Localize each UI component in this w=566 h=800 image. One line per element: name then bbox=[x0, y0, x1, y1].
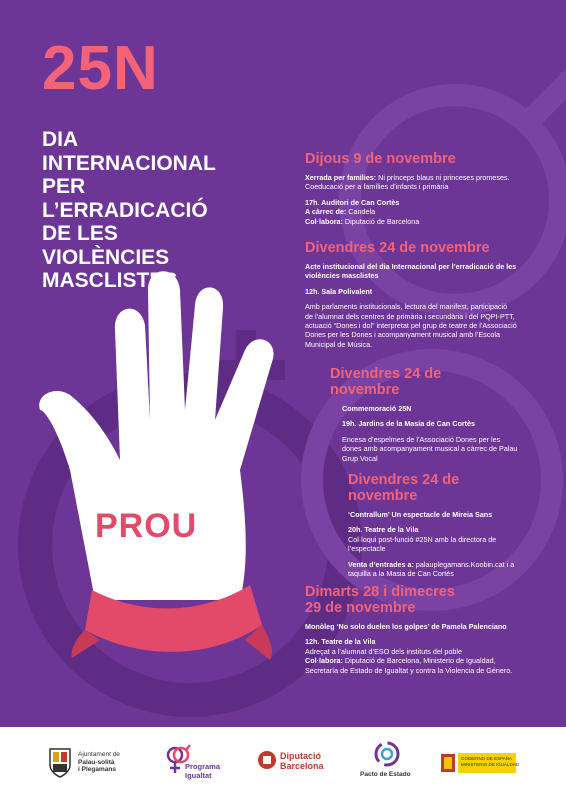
event-date: Divendres 24 de novembre bbox=[305, 240, 490, 256]
event-collab-text: Diputació de Barcelona bbox=[342, 216, 420, 226]
title-line: DIA bbox=[42, 128, 79, 151]
event-date-line: Dimarts 28 i dimecres bbox=[305, 584, 455, 600]
event-place: 20h. Teatre de la Vila bbox=[348, 525, 419, 535]
diputacio-emblem-icon bbox=[258, 751, 276, 769]
logo-diputacio bbox=[258, 741, 338, 785]
logo-programa-igualtat bbox=[165, 741, 245, 785]
event-4 bbox=[348, 472, 523, 578]
mars-symbol-arrow bbox=[530, 75, 566, 120]
logo-gobierno-text bbox=[461, 756, 519, 768]
event-by bbox=[305, 207, 515, 216]
headline: 25N bbox=[42, 34, 159, 103]
logo-line: Ajuntament de bbox=[78, 751, 120, 758]
pacto-emblem-icon bbox=[372, 741, 402, 767]
logo-line: MINISTERIO DE IGUALDAD bbox=[461, 762, 520, 767]
event-date-line: 29 de novembre bbox=[305, 600, 416, 616]
event-title-label: Xerrada per famílies: bbox=[305, 173, 377, 182]
event-description: Encesa d’espelmes de l’Associació Dones per les dones amb acompanyament musical a càrrec de Palau Grup Vocal bbox=[342, 434, 518, 463]
coat-of-arms-icon bbox=[440, 753, 456, 773]
event-3 bbox=[330, 366, 520, 463]
event-collab bbox=[305, 656, 530, 675]
event-description: Col·loqui post-funció #25N amb la directora de l’espectacle bbox=[348, 534, 497, 554]
logo-line: i Plegamans bbox=[78, 766, 116, 773]
title bbox=[42, 128, 292, 293]
event-1 bbox=[305, 151, 515, 226]
event-collab-label: Col·labora: bbox=[305, 656, 343, 666]
event-5 bbox=[305, 584, 530, 675]
event-date bbox=[348, 472, 523, 504]
logo-line: Igualtat bbox=[185, 770, 212, 780]
event-date-line: Divendres 24 de bbox=[330, 366, 442, 382]
title-line: PER bbox=[42, 175, 86, 198]
event-description: Amb parlaments institucionals, lectura del manifest, participació de l’alumnat dels centres de primària i secundària i del PQPI-PTT, actuació “Dones i dol” interpretat pel grup de teatre de l’Associació Dones per les Dones i acompanyament musical amb l’Escola Municipal de Música. bbox=[305, 302, 517, 349]
event-date-line: novembre bbox=[348, 488, 418, 504]
title-line: MASCLISTES bbox=[42, 269, 178, 292]
event-title-text: Ni prínceps blaus ni princeses promeses. Coeducació per a famílies d’infants i primària bbox=[305, 173, 510, 192]
event-sale-text: palauplegamans.Koobin.cat i a taquilla a la Masia de Can Cortès bbox=[348, 559, 515, 579]
event-by-text: Candela bbox=[346, 207, 376, 217]
event-place: 12h. Teatre de la Vila bbox=[305, 637, 376, 647]
logo-gobierno bbox=[440, 741, 520, 785]
footer-logos bbox=[0, 727, 566, 800]
hand-illustration bbox=[39, 271, 273, 660]
event-collab bbox=[305, 217, 515, 226]
event-description: Adreçat a l’alumnat d’ESO dels instituts del poble bbox=[305, 646, 463, 656]
logo-line: Programa bbox=[185, 762, 221, 771]
event-title: ‘Contrallum’ Un espectacle de Mireia Sans bbox=[348, 510, 493, 519]
event-date-line: novembre bbox=[330, 382, 400, 398]
event-title: Acte institucional del dia Internacional per l’erradicació de les violències masclistes bbox=[305, 262, 517, 281]
logo-line: Pacto de Estado bbox=[360, 771, 411, 778]
event-date bbox=[305, 584, 530, 616]
title-line: VIOLÈNCIES bbox=[42, 245, 170, 269]
logo-programa-text bbox=[185, 763, 220, 780]
logo-line: Barcelona bbox=[280, 761, 324, 771]
event-sale-label: Venta d’entrades a: bbox=[348, 559, 414, 569]
event-place: 19h. Jardins de la Masía de Can Cortès bbox=[342, 419, 476, 429]
logo-diputacio-text bbox=[280, 751, 324, 771]
event-collab-label: Col·labora: bbox=[305, 216, 343, 226]
event-date: Dijous 9 de novembre bbox=[305, 151, 456, 167]
event-sale bbox=[348, 560, 523, 579]
event-place: 12h. Sala Polivalent bbox=[305, 286, 373, 296]
event-collab-text: Diputació de Barcelona, Ministerio de Igualdad, Secretaría de Estado de Igualtat y contra la Violencia de Género. bbox=[305, 656, 513, 675]
logo-pacto-text bbox=[360, 771, 411, 779]
logo-pacto-estado bbox=[360, 741, 420, 785]
logo-ajuntament-text bbox=[78, 751, 120, 774]
logo-ajuntament bbox=[48, 741, 138, 785]
event-2 bbox=[305, 240, 517, 349]
logo-line: GOBIERNO DE ESPAÑA bbox=[461, 756, 512, 761]
title-line: L’ERRADICACIÓ bbox=[42, 198, 208, 222]
event-date-line: Divendres 24 de bbox=[348, 472, 460, 488]
event-title: Monòleg ‘No solo duelen los golpes’ de Pamela Palenciano bbox=[305, 622, 507, 631]
event-place: 17h. Auditori de Can Cortès bbox=[305, 197, 400, 207]
logo-line: Palau-solità bbox=[78, 758, 115, 766]
hand-text: PROU bbox=[95, 507, 198, 545]
event-date bbox=[330, 366, 520, 398]
event-title bbox=[305, 173, 515, 192]
logo-line: Diputació bbox=[280, 751, 322, 761]
event-by-label: A càrrec de: bbox=[305, 207, 347, 217]
event-title: Commemoració 25N bbox=[342, 404, 412, 413]
title-line: INTERNACIONAL bbox=[42, 151, 216, 175]
shield-icon bbox=[48, 747, 72, 779]
title-line: DE LES bbox=[42, 222, 118, 245]
